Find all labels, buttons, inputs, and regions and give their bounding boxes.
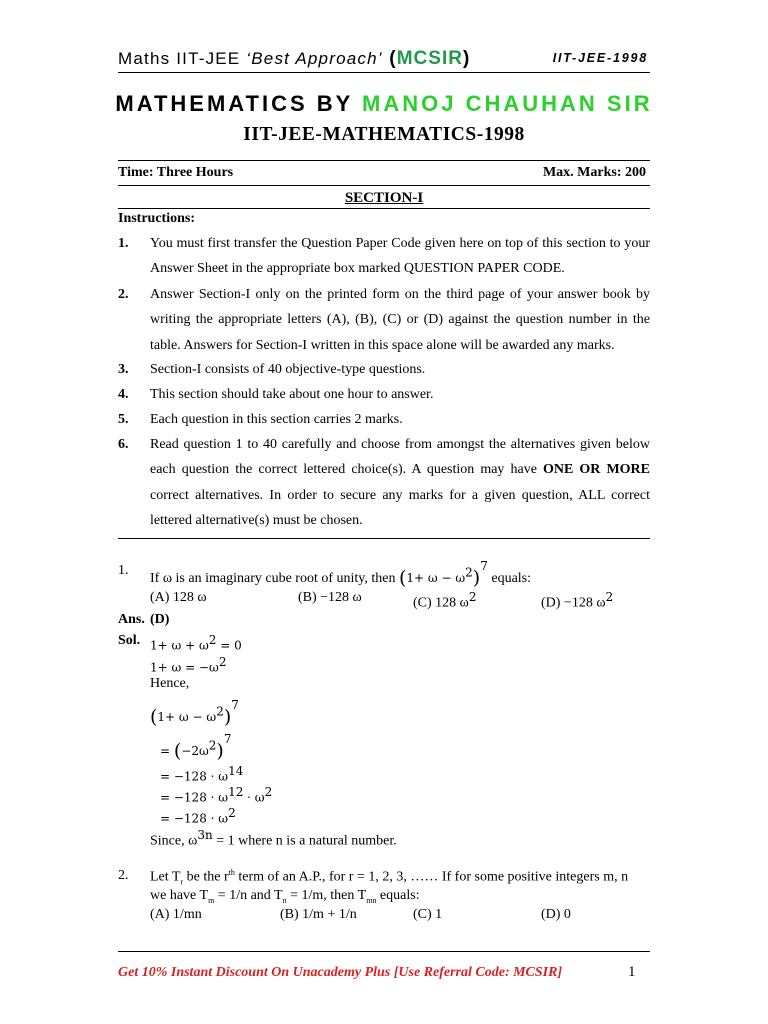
exponent: 2: [208, 633, 217, 647]
exponent: 12: [228, 785, 244, 799]
option-text: (B) −128 ω: [298, 590, 362, 605]
exponent: 7: [480, 559, 488, 573]
instruction-text: This section should take about one hour to answer.: [150, 387, 434, 402]
exponent: 7: [223, 732, 232, 746]
instructions-heading: Instructions:: [118, 211, 196, 226]
paren-open: (: [173, 740, 182, 762]
divider-top: [118, 160, 650, 161]
option-a: [150, 590, 207, 606]
solution-text: Since, ω: [150, 833, 198, 849]
subscript: r: [180, 877, 184, 887]
question-text: If ω is an imaginary cube root of unity, then: [150, 571, 399, 586]
question-number: 1.: [118, 563, 129, 578]
paper-subtitle: IIT-JEE-MATHEMATICS-1998: [243, 124, 525, 145]
option-d: (D) 0: [541, 907, 571, 922]
exponent: 3n: [197, 828, 213, 842]
math-expression: 1+ ω + ω: [150, 638, 209, 653]
option-d: [541, 590, 613, 612]
math-expression: 1+ ω = −ω: [150, 660, 219, 675]
exam-info-bar: [118, 165, 650, 181]
exponent: 2: [228, 806, 236, 820]
option-text: (A) 128 ω: [150, 590, 207, 605]
instruction-number: 2.: [118, 287, 129, 302]
math-expression: = −128 · ω: [160, 811, 229, 826]
solution-line: [160, 732, 231, 762]
question-text: equals:: [487, 571, 532, 586]
instruction-text-part: Read question 1 to 40 carefully and choose from amongst the alternatives given below each question the correct lettered choice(s). A question may have: [150, 437, 650, 478]
header-paren-open: (: [382, 48, 397, 69]
instruction-text: [150, 432, 650, 533]
main-title: [0, 91, 768, 117]
header-exam-code: IIT-JEE-1998: [552, 51, 648, 65]
math-expression: = −128 · ω: [160, 790, 229, 805]
instruction-text: You must first transfer the Question Paper Code given here on top of this section to your Answer Sheet in the appropriate box marked QUESTION PAPER CODE.: [150, 236, 650, 277]
math-expression: · ω: [243, 790, 265, 805]
divider-questions: [118, 538, 650, 539]
subscript: n: [282, 895, 287, 905]
question-stem: [150, 888, 420, 905]
exponent: 2: [468, 590, 477, 604]
exponent: 2: [605, 590, 614, 604]
exponent: 7: [231, 698, 239, 712]
question-stem: [150, 559, 531, 589]
option-b: [298, 590, 362, 606]
header-left: [118, 48, 471, 70]
solution-text: = 1 where n is a natural number.: [212, 833, 397, 849]
superscript: th: [228, 868, 235, 877]
exponent: 2: [208, 738, 217, 753]
paren-close: ): [472, 567, 481, 589]
math-expression: =: [160, 744, 174, 758]
question-stem: [150, 868, 628, 886]
header-brand: MCSIR: [396, 48, 463, 69]
question-text: term of an A.P., for r = 1, 2, 3, …… If for some positive integers m, n: [234, 869, 629, 885]
math-expression: 1+ ω − ω: [406, 571, 466, 585]
option-c: (C) 1: [413, 907, 443, 922]
divider-section: [118, 208, 650, 209]
solution-label: Sol.: [118, 633, 141, 648]
solution-line: [150, 698, 239, 728]
instruction-number: 1.: [118, 236, 129, 251]
math-expression: −2ω: [181, 744, 209, 758]
page-number: 1: [628, 964, 636, 980]
instruction-emphasis: ONE OR MORE: [542, 462, 650, 478]
instruction-item: [118, 407, 650, 432]
solution-line: [160, 806, 236, 828]
solution-line: [150, 633, 242, 655]
main-title-author: MANOJ CHAUHAN SIR: [362, 91, 653, 116]
instruction-number: 4.: [118, 387, 129, 402]
header-prefix: Maths IIT-JEE: [118, 49, 247, 68]
instruction-item: [118, 432, 650, 533]
instruction-text: Answer Section-I only on the printed form on the third page of your answer book by writing the appropriate letters (A), (B), (C) or (D) against the question number in the table. Answers for Section-I written in this space alone will be awarded any marks.: [150, 287, 650, 353]
instruction-item: [118, 231, 650, 282]
option-a: (A) 1/mn: [150, 907, 202, 922]
instruction-number: 6.: [118, 437, 129, 452]
question-text: equals:: [376, 888, 420, 903]
exam-max-marks: Max. Marks: 200: [542, 165, 646, 180]
question-text: = 1/n and T: [214, 888, 283, 903]
exponent: 14: [228, 764, 244, 778]
divider-time: [118, 185, 650, 186]
option-text: (D) −128 ω: [541, 595, 606, 611]
instruction-number: 3.: [118, 362, 129, 377]
solution-line: [160, 764, 243, 786]
instruction-text: Section-I consists of 40 objective-type questions.: [150, 362, 426, 377]
solution-line: [150, 655, 226, 677]
question-text: Let T: [150, 869, 181, 885]
header-tagline: ‘Best Approach’: [246, 49, 383, 68]
exponent: 2: [465, 565, 473, 580]
instruction-item: [118, 357, 650, 382]
instruction-item: [118, 282, 650, 358]
subscript: mn: [366, 895, 377, 905]
instruction-text: Each question in this section carries 2 marks.: [150, 412, 403, 427]
paren-close: ): [223, 706, 232, 728]
solution-line: [150, 828, 397, 850]
option-b: (B) 1/m + 1/n: [280, 907, 357, 922]
question-text: be the r: [183, 869, 229, 885]
instruction-number: 5.: [118, 412, 129, 427]
exponent: 2: [218, 655, 227, 669]
instruction-item: [118, 382, 650, 407]
paren-close: ): [216, 740, 224, 762]
promo-footer: Get 10% Instant Discount On Unacademy Plus [Use Referral Code: MCSIR]: [118, 965, 563, 980]
option-c: [413, 590, 477, 612]
paren-open: (: [398, 567, 407, 589]
exponent: 2: [264, 785, 273, 799]
paren-open: (: [150, 706, 158, 728]
section-label: SECTION-I: [344, 190, 424, 206]
question-text: = 1/m, then T: [286, 888, 367, 903]
main-title-prefix: MATHEMATICS BY: [115, 91, 363, 116]
solution-line: [160, 785, 272, 807]
answer-value: (D): [150, 612, 170, 627]
option-text: (C) 128 ω: [413, 595, 469, 611]
math-expression: = 0: [216, 638, 242, 653]
exponent: 2: [216, 704, 224, 719]
question-text: we have T: [150, 888, 209, 903]
divider-footer: [118, 951, 650, 952]
answer-label: Ans.: [118, 612, 145, 627]
header-paren-close: ): [462, 48, 471, 69]
question-number: 2.: [118, 868, 129, 883]
instruction-text-part: correct alternatives. In order to secure any marks for a given question, ALL correct lettered alternative(s) must be chosen.: [150, 487, 650, 528]
section-heading: [0, 190, 768, 207]
math-expression: = −128 · ω: [160, 769, 229, 784]
subscript: m: [208, 895, 215, 905]
exam-time: Time: Three Hours: [118, 165, 234, 180]
solution-line: Hence,: [150, 676, 190, 691]
page-header: [118, 44, 650, 73]
math-expression: 1+ ω − ω: [157, 710, 217, 724]
